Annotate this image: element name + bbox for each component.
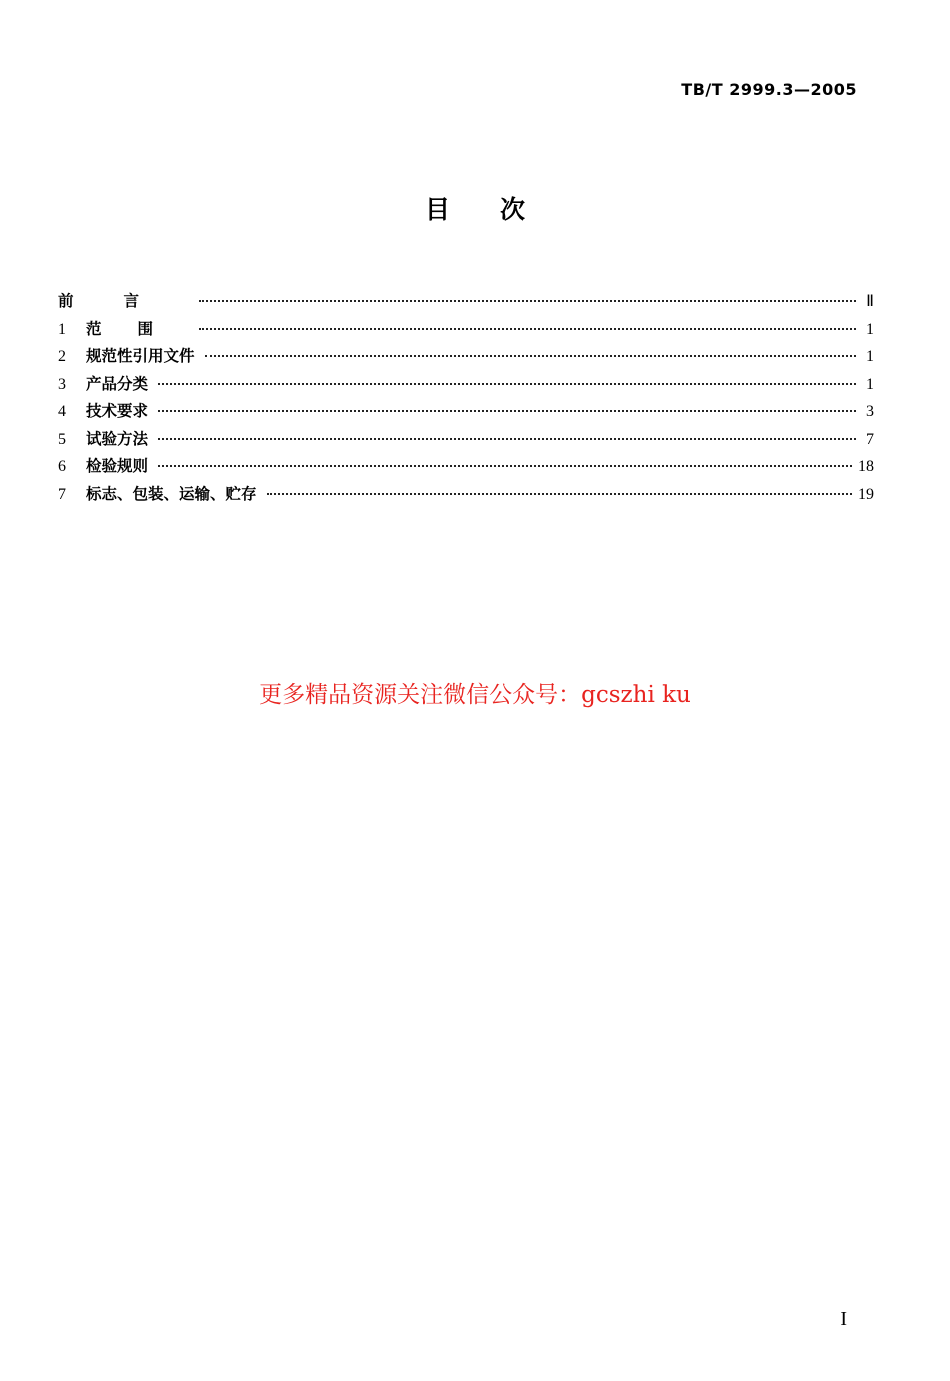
toc-leader-dots: [205, 355, 856, 357]
page-title: [0, 190, 950, 226]
toc-leader-dots: [158, 438, 856, 440]
toc-entry-number: 2: [58, 348, 66, 365]
page-title-char-2: 次: [500, 195, 526, 224]
toc-entry-page: 7: [866, 430, 874, 448]
toc-leader-dots: [199, 328, 856, 330]
toc-leader-dots: [158, 465, 852, 467]
toc-entry-page: 19: [858, 485, 874, 503]
toc-leader-dots: [158, 410, 856, 412]
toc-entry-label: 产品分类: [86, 374, 149, 393]
toc-entry-number: 6: [58, 458, 66, 475]
toc-entry-label: 范围: [86, 319, 190, 338]
toc-entry-number: 3: [58, 375, 66, 393]
toc-entry-number: 4: [58, 403, 66, 420]
page-number: I: [840, 1308, 847, 1330]
toc-entry-page: 1: [866, 348, 874, 365]
toc-entry-test-methods[interactable]: [58, 427, 874, 455]
toc-leader-dots: [158, 383, 856, 385]
toc-entry-foreword[interactable]: [58, 289, 874, 317]
toc-entry-page: 1: [866, 375, 874, 393]
promo-watermark-text: 更多精品资源关注微信公众号：gcszhi ku: [259, 682, 691, 708]
toc-entry-page: 3: [866, 403, 874, 420]
toc-entry-technical-requirements[interactable]: [58, 399, 874, 427]
table-of-contents: [58, 289, 874, 509]
toc-leader-dots: [199, 300, 856, 302]
toc-entry-page: Ⅱ: [866, 293, 874, 310]
toc-entry-marking-packaging[interactable]: [58, 482, 874, 510]
toc-entry-inspection-rules[interactable]: [58, 454, 874, 482]
toc-entry-label: 前言: [58, 292, 190, 310]
toc-entry-number: 5: [58, 430, 66, 448]
toc-entry-page: 18: [858, 458, 874, 475]
standard-code: TB/T 2999.3—2005: [681, 80, 857, 99]
toc-entry-scope[interactable]: [58, 317, 874, 345]
toc-entry-label: 试验方法: [86, 429, 149, 448]
toc-leader-dots: [267, 493, 852, 495]
toc-entry-label: 检验规则: [86, 457, 149, 475]
toc-entry-normative-references[interactable]: [58, 344, 874, 372]
toc-entry-number: 1: [58, 320, 66, 338]
toc-entry-page: 1: [866, 320, 874, 338]
page-title-char-1: 目: [424, 195, 450, 224]
toc-entry-number: 7: [58, 485, 66, 503]
toc-entry-classification[interactable]: [58, 372, 874, 400]
toc-entry-label: 规范性引用文件: [86, 347, 195, 365]
toc-entry-label: 技术要求: [86, 402, 149, 420]
toc-entry-label: 标志、包装、运输、贮存: [86, 484, 257, 503]
